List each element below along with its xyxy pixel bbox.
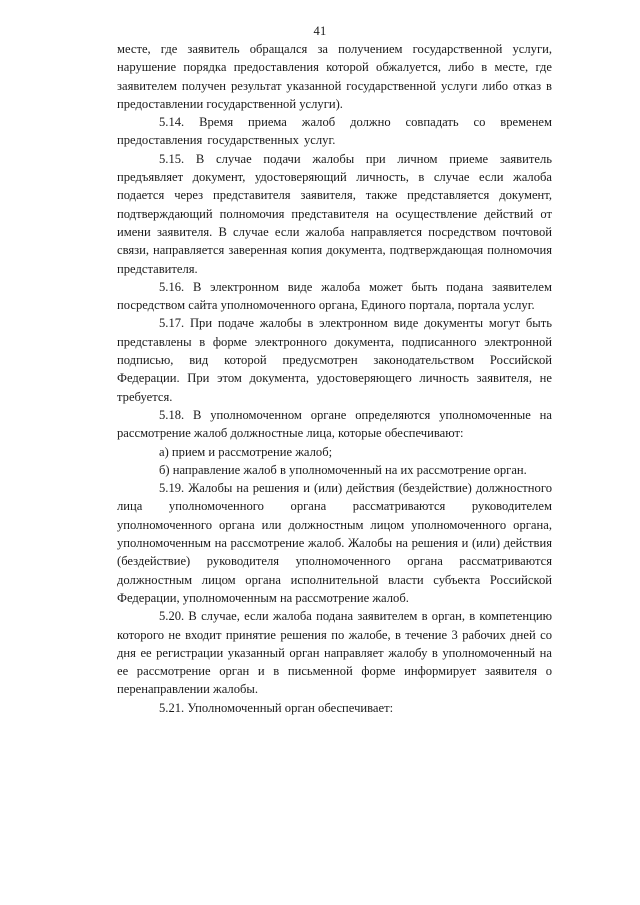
paragraph-5-19: 5.19. Жалобы на решения и (или) действия (бездействие) должностного лица уполномоченного органа рассматриваются руководителем уполномоченного органа или должностным лицом уполномоченного органа, уполномоченным на рассмотрение жалоб. Жалобы на решения и (или) действия (бездействие) руководителя уполномоченного органа рассматриваются должностным лицом органа исполнительной власти субъекта Российской Федерации, уполномоченным на рассмотрение жалоб.: [117, 481, 552, 605]
paragraph-5-20: 5.20. В случае, если жалоба подана заявителем в орган, в компетенцию которого не входит принятие решения по жалобе, в течение 3 рабочих дней со дня ее регистрации указанный орган направляет жалобу в уполномоченный на ее рассмотрение орган и в письменной форме информирует заявителя о перенаправлении жалобы.: [117, 609, 552, 697]
paragraph-continuation: месте, где заявитель обращался за получением государственной услуги, нарушение порядка предоставления которой обжалуется, либо в месте, где заявителем получен результат указанной государственной услуги либо отказ в предоставлении государственной услуги).: [117, 42, 552, 111]
paragraph-5-14: 5.14. Время приема жалоб должно совпадать со временем предоставления государственных услуг.: [117, 115, 552, 148]
paragraph-5-16: 5.16. В электронном виде жалоба может быть подана заявителем посредством сайта уполномоченного органа, Единого портала, портала услуг.: [117, 279, 552, 313]
paragraph-5-18-b: б) направление жалоб в уполномоченный на их рассмотрение орган.: [159, 462, 527, 477]
paragraph-5-18: 5.18. В уполномоченном органе определяются уполномоченные на рассмотрение жалоб должностные лица, которые обеспечивают:: [117, 407, 552, 441]
document-body: [117, 40, 552, 717]
paragraph-5-17: 5.17. При подаче жалобы в электронном виде документы могут быть представлены в форме электронного документа, подписанного электронной подписью, вид которой предусмотрен законодательством Российской Федерации. При этом документа, удостоверяющего личность заявителя, не требуется.: [117, 316, 552, 404]
page-number: 41: [313, 24, 327, 38]
paragraph-5-15: 5.15. В случае подачи жалобы при личном приеме заявитель предъявляет документ, удостоверяющий личность, в случае если жалоба подается через представителя заявителя, также представляется документ, подтверждающий полномочия представителя на осуществление действий от имени заявителя. В случае если жалоба направляется посредством почтовой связи, направляется заверенная копия документа, подтверждающая полномочия представителя.: [117, 151, 552, 276]
paragraph-5-18-a: а) прием и рассмотрение жалоб;: [159, 444, 333, 459]
paragraph-5-21: 5.21. Уполномоченный орган обеспечивает:: [159, 700, 394, 715]
